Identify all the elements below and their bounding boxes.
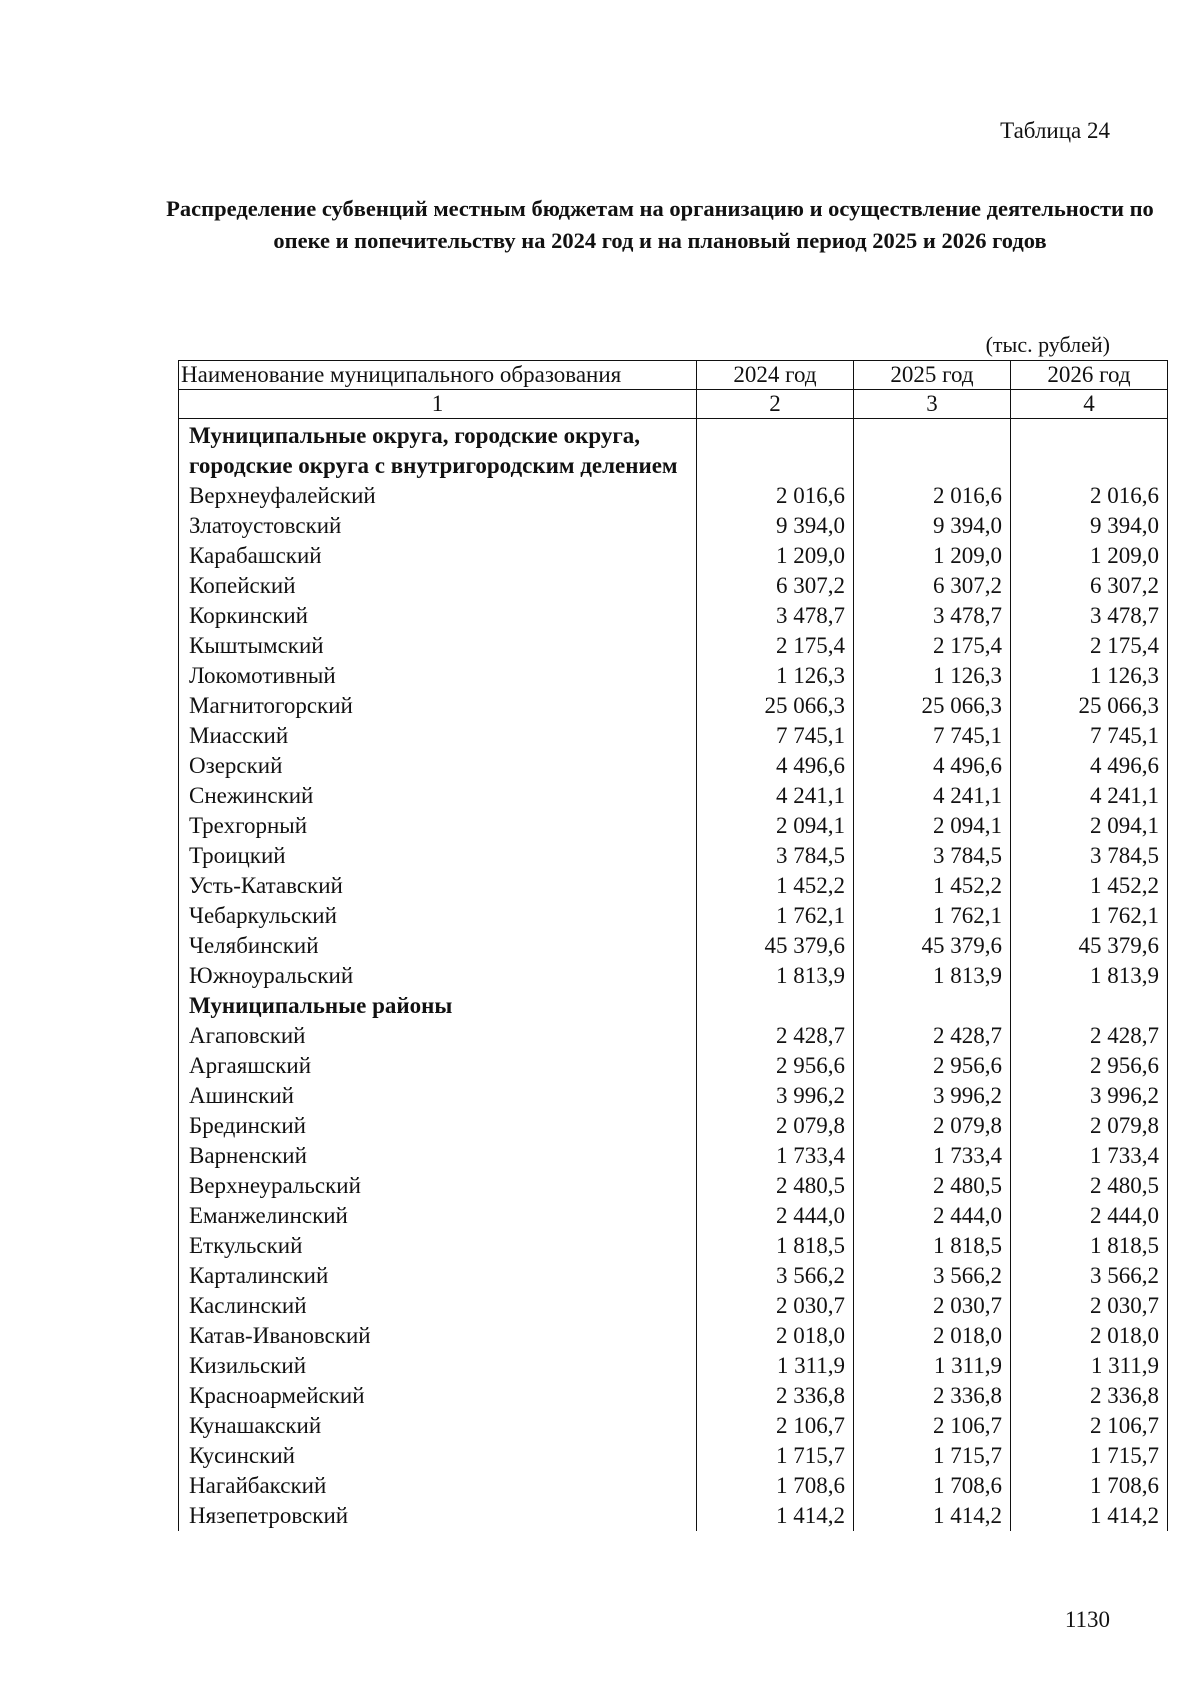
value-2024: 3 996,2 xyxy=(697,1081,854,1111)
municipality-name: Кунашакский xyxy=(179,1411,697,1441)
section-heading-row xyxy=(179,419,1168,482)
value-2024: 1 715,7 xyxy=(697,1441,854,1471)
value-2025: 2 336,8 xyxy=(854,1381,1011,1411)
column-number-1: 1 xyxy=(179,390,697,419)
municipality-name: Челябинский xyxy=(179,931,697,961)
column-number-2: 2 xyxy=(697,390,854,419)
empty-cell xyxy=(854,991,1011,1021)
value-2024: 1 209,0 xyxy=(697,541,854,571)
municipality-name: Верхнеуфалейский xyxy=(179,481,697,511)
municipality-name: Карабашский xyxy=(179,541,697,571)
value-2024: 1 311,9 xyxy=(697,1351,854,1381)
table-row xyxy=(179,1351,1168,1381)
municipality-name: Каслинский xyxy=(179,1291,697,1321)
municipality-name: Еткульский xyxy=(179,1231,697,1261)
value-2026: 25 066,3 xyxy=(1011,691,1168,721)
value-2026: 3 566,2 xyxy=(1011,1261,1168,1291)
empty-cell xyxy=(697,419,854,482)
value-2024: 1 813,9 xyxy=(697,961,854,991)
municipality-name: Нязепетровский xyxy=(179,1501,697,1531)
value-2026: 2 444,0 xyxy=(1011,1201,1168,1231)
table-row xyxy=(179,511,1168,541)
value-2024: 2 336,8 xyxy=(697,1381,854,1411)
value-2025: 1 126,3 xyxy=(854,661,1011,691)
value-2026: 2 094,1 xyxy=(1011,811,1168,841)
table-row xyxy=(179,1021,1168,1051)
value-2024: 1 414,2 xyxy=(697,1501,854,1531)
value-2024: 4 241,1 xyxy=(697,781,854,811)
municipality-name: Южноуральский xyxy=(179,961,697,991)
municipality-name: Ашинский xyxy=(179,1081,697,1111)
value-2024: 1 126,3 xyxy=(697,661,854,691)
value-2025: 3 996,2 xyxy=(854,1081,1011,1111)
table-row xyxy=(179,931,1168,961)
municipality-name: Локомотивный xyxy=(179,661,697,691)
value-2026: 1 733,4 xyxy=(1011,1141,1168,1171)
value-2026: 2 336,8 xyxy=(1011,1381,1168,1411)
table-row xyxy=(179,871,1168,901)
municipality-name: Кизильский xyxy=(179,1351,697,1381)
table-row xyxy=(179,1231,1168,1261)
value-2026: 45 379,6 xyxy=(1011,931,1168,961)
subvention-table xyxy=(178,360,1168,1531)
units-label: (тыс. рублей) xyxy=(985,332,1110,357)
value-2024: 6 307,2 xyxy=(697,571,854,601)
value-2026: 2 079,8 xyxy=(1011,1111,1168,1141)
value-2026: 2 480,5 xyxy=(1011,1171,1168,1201)
municipality-name: Миасский xyxy=(179,721,697,751)
value-2026: 1 762,1 xyxy=(1011,901,1168,931)
header-2025: 2025 год xyxy=(854,361,1011,390)
value-2024: 2 079,8 xyxy=(697,1111,854,1141)
municipality-name: Трехгорный xyxy=(179,811,697,841)
table-row xyxy=(179,1471,1168,1501)
table-row xyxy=(179,1171,1168,1201)
value-2025: 2 030,7 xyxy=(854,1291,1011,1321)
value-2025: 2 016,6 xyxy=(854,481,1011,511)
table-row xyxy=(179,1201,1168,1231)
table-row xyxy=(179,1501,1168,1531)
value-2025: 4 241,1 xyxy=(854,781,1011,811)
value-2026: 1 813,9 xyxy=(1011,961,1168,991)
value-2025: 1 715,7 xyxy=(854,1441,1011,1471)
table-row xyxy=(179,1411,1168,1441)
value-2025: 1 818,5 xyxy=(854,1231,1011,1261)
municipality-name: Верхнеуральский xyxy=(179,1171,697,1201)
page-number: 1130 xyxy=(1064,1607,1110,1632)
document-title: Распределение субвенций местным бюджетам на организацию и осуществление деятельности по опеке и попечительству на 2024 год и на плановый период 2025 и 2026 годов xyxy=(166,196,1154,253)
value-2026: 2 018,0 xyxy=(1011,1321,1168,1351)
value-2026: 4 496,6 xyxy=(1011,751,1168,781)
value-2024: 2 444,0 xyxy=(697,1201,854,1231)
value-2026: 2 175,4 xyxy=(1011,631,1168,661)
value-2025: 2 094,1 xyxy=(854,811,1011,841)
table-row xyxy=(179,781,1168,811)
table-row xyxy=(179,841,1168,871)
value-2024: 3 566,2 xyxy=(697,1261,854,1291)
value-2024: 2 018,0 xyxy=(697,1321,854,1351)
municipality-name: Карталинский xyxy=(179,1261,697,1291)
value-2024: 2 428,7 xyxy=(697,1021,854,1051)
value-2025: 1 762,1 xyxy=(854,901,1011,931)
table-row xyxy=(179,481,1168,511)
value-2024: 1 762,1 xyxy=(697,901,854,931)
table-row xyxy=(179,751,1168,781)
empty-cell xyxy=(697,991,854,1021)
value-2026: 9 394,0 xyxy=(1011,511,1168,541)
value-2025: 2 106,7 xyxy=(854,1411,1011,1441)
municipality-name: Троицкий xyxy=(179,841,697,871)
table-row xyxy=(179,1111,1168,1141)
value-2026: 6 307,2 xyxy=(1011,571,1168,601)
municipality-name: Брединский xyxy=(179,1111,697,1141)
value-2026: 4 241,1 xyxy=(1011,781,1168,811)
value-2025: 2 428,7 xyxy=(854,1021,1011,1051)
value-2025: 3 784,5 xyxy=(854,841,1011,871)
value-2024: 2 480,5 xyxy=(697,1171,854,1201)
table-row xyxy=(179,1261,1168,1291)
header-2024: 2024 год xyxy=(697,361,854,390)
value-2025: 1 209,0 xyxy=(854,541,1011,571)
municipality-name: Магнитогорский xyxy=(179,691,697,721)
value-2025: 2 956,6 xyxy=(854,1051,1011,1081)
value-2026: 3 478,7 xyxy=(1011,601,1168,631)
value-2025: 2 079,8 xyxy=(854,1111,1011,1141)
value-2024: 2 094,1 xyxy=(697,811,854,841)
value-2024: 1 733,4 xyxy=(697,1141,854,1171)
table-row xyxy=(179,691,1168,721)
municipality-name: Озерский xyxy=(179,751,697,781)
value-2025: 1 311,9 xyxy=(854,1351,1011,1381)
value-2024: 3 784,5 xyxy=(697,841,854,871)
value-2026: 1 209,0 xyxy=(1011,541,1168,571)
value-2024: 4 496,6 xyxy=(697,751,854,781)
municipality-name: Чебаркульский xyxy=(179,901,697,931)
value-2026: 1 452,2 xyxy=(1011,871,1168,901)
value-2024: 1 452,2 xyxy=(697,871,854,901)
empty-cell xyxy=(854,419,1011,482)
column-number-row xyxy=(179,390,1168,419)
table-row xyxy=(179,1321,1168,1351)
value-2026: 1 708,6 xyxy=(1011,1471,1168,1501)
municipality-name: Златоустовский xyxy=(179,511,697,541)
table-row xyxy=(179,901,1168,931)
municipality-name: Нагайбакский xyxy=(179,1471,697,1501)
value-2026: 3 784,5 xyxy=(1011,841,1168,871)
value-2026: 1 414,2 xyxy=(1011,1501,1168,1531)
value-2025: 1 733,4 xyxy=(854,1141,1011,1171)
value-2026: 1 715,7 xyxy=(1011,1441,1168,1471)
value-2025: 1 708,6 xyxy=(854,1471,1011,1501)
table-row xyxy=(179,1291,1168,1321)
municipality-name: Коркинский xyxy=(179,601,697,631)
value-2026: 2 428,7 xyxy=(1011,1021,1168,1051)
table-row xyxy=(179,1141,1168,1171)
municipality-name: Кусинский xyxy=(179,1441,697,1471)
municipality-name: Копейский xyxy=(179,571,697,601)
municipality-name: Кыштымский xyxy=(179,631,697,661)
table-header xyxy=(179,361,1168,419)
table-row xyxy=(179,1381,1168,1411)
municipality-name: Снежинский xyxy=(179,781,697,811)
value-2024: 1 708,6 xyxy=(697,1471,854,1501)
municipality-name: Аргаяшский xyxy=(179,1051,697,1081)
section-title: Муниципальные округа, городские округа, городские округа с внутригородским делением xyxy=(179,419,697,482)
value-2026: 1 126,3 xyxy=(1011,661,1168,691)
value-2025: 1 813,9 xyxy=(854,961,1011,991)
value-2026: 1 311,9 xyxy=(1011,1351,1168,1381)
municipality-name: Еманжелинский xyxy=(179,1201,697,1231)
header-row xyxy=(179,361,1168,390)
table-row xyxy=(179,1441,1168,1471)
value-2025: 7 745,1 xyxy=(854,721,1011,751)
value-2025: 2 018,0 xyxy=(854,1321,1011,1351)
table-row xyxy=(179,961,1168,991)
column-number-3: 3 xyxy=(854,390,1011,419)
value-2026: 1 818,5 xyxy=(1011,1231,1168,1261)
header-municipality: Наименование муниципального образования xyxy=(179,361,697,390)
value-2026: 2 030,7 xyxy=(1011,1291,1168,1321)
municipality-name: Агаповский xyxy=(179,1021,697,1051)
table-row xyxy=(179,541,1168,571)
value-2026: 7 745,1 xyxy=(1011,721,1168,751)
value-2024: 2 175,4 xyxy=(697,631,854,661)
value-2024: 45 379,6 xyxy=(697,931,854,961)
table-row xyxy=(179,571,1168,601)
empty-cell xyxy=(1011,991,1168,1021)
value-2024: 2 106,7 xyxy=(697,1411,854,1441)
table-row xyxy=(179,721,1168,751)
empty-cell xyxy=(1011,419,1168,482)
value-2025: 3 566,2 xyxy=(854,1261,1011,1291)
value-2024: 3 478,7 xyxy=(697,601,854,631)
table-row xyxy=(179,631,1168,661)
value-2024: 9 394,0 xyxy=(697,511,854,541)
subvention-table-container xyxy=(178,360,1167,1531)
value-2024: 2 956,6 xyxy=(697,1051,854,1081)
table-row xyxy=(179,601,1168,631)
table-row xyxy=(179,811,1168,841)
section-heading-row xyxy=(179,991,1168,1021)
value-2024: 2 030,7 xyxy=(697,1291,854,1321)
value-2024: 25 066,3 xyxy=(697,691,854,721)
value-2025: 1 452,2 xyxy=(854,871,1011,901)
value-2025: 6 307,2 xyxy=(854,571,1011,601)
table-body xyxy=(179,419,1168,1532)
table-row xyxy=(179,1051,1168,1081)
municipality-name: Усть-Катавский xyxy=(179,871,697,901)
value-2024: 7 745,1 xyxy=(697,721,854,751)
value-2025: 9 394,0 xyxy=(854,511,1011,541)
value-2026: 3 996,2 xyxy=(1011,1081,1168,1111)
value-2025: 2 175,4 xyxy=(854,631,1011,661)
column-number-4: 4 xyxy=(1011,390,1168,419)
value-2025: 4 496,6 xyxy=(854,751,1011,781)
table-label: Таблица 24 xyxy=(1000,118,1110,143)
value-2025: 2 444,0 xyxy=(854,1201,1011,1231)
table-row xyxy=(179,1081,1168,1111)
value-2025: 45 379,6 xyxy=(854,931,1011,961)
value-2026: 2 016,6 xyxy=(1011,481,1168,511)
value-2026: 2 106,7 xyxy=(1011,1411,1168,1441)
value-2026: 2 956,6 xyxy=(1011,1051,1168,1081)
section-title: Муниципальные районы xyxy=(179,991,697,1021)
value-2025: 2 480,5 xyxy=(854,1171,1011,1201)
value-2025: 3 478,7 xyxy=(854,601,1011,631)
value-2025: 25 066,3 xyxy=(854,691,1011,721)
value-2024: 1 818,5 xyxy=(697,1231,854,1261)
municipality-name: Варненский xyxy=(179,1141,697,1171)
value-2024: 2 016,6 xyxy=(697,481,854,511)
table-row xyxy=(179,661,1168,691)
municipality-name: Красноармейский xyxy=(179,1381,697,1411)
municipality-name: Катав-Ивановский xyxy=(179,1321,697,1351)
value-2025: 1 414,2 xyxy=(854,1501,1011,1531)
header-2026: 2026 год xyxy=(1011,361,1168,390)
